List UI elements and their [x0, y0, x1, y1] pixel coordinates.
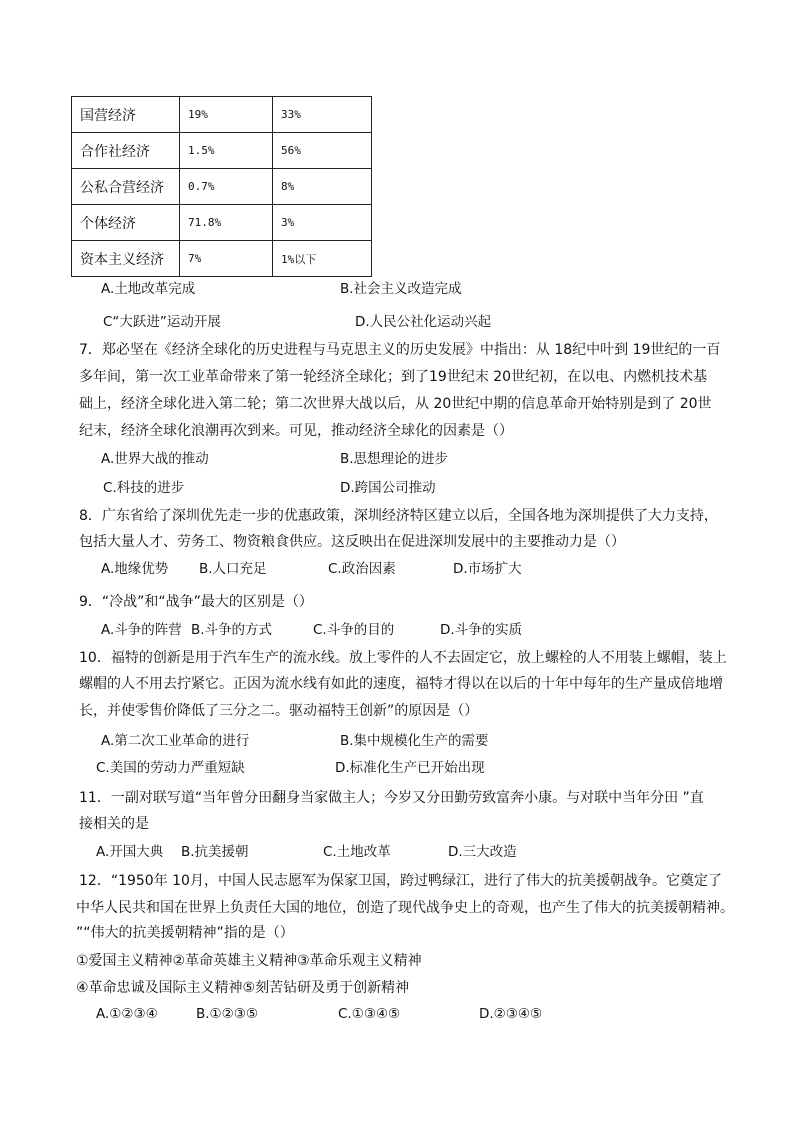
q6-option-d: D.人民公社化运动兴起 [355, 314, 492, 330]
table-cell: 合作社经济 [72, 133, 180, 169]
q10-stem-line: 长，并使零售价降低了三分之二。驱动福特王创新”的原因是（） [79, 703, 479, 719]
q12-stem-line: 中华人民共和国在世界上负责任大国的地位，创造了现代战争史上的奇观，也产生了伟大的抗美援朝精神。 [76, 900, 734, 916]
table-cell: 资本主义经济 [72, 241, 180, 277]
q9-option-a: A.斗争的阵营 [101, 622, 182, 638]
q7-stem-line: 7．郑必坚在《经济全球化的历史进程与马克思主义的历史发展》中指出：从 18纪中叶到 19世纪的一百 [79, 342, 721, 358]
q8-stem-line: 8．广东省给了深圳优先走一步的优惠政策，深圳经济特区建立以后，全国各地为深圳提供了大力支持， [79, 508, 718, 524]
table-cell: 1%以下 [273, 241, 372, 277]
table-cell: 国营经济 [72, 97, 180, 133]
table-cell: 71.8% [180, 205, 273, 241]
q11-option-d: D.三大改造 [448, 844, 517, 860]
q12-option-d: D.②③④⑤ [479, 1006, 543, 1022]
q11-option-b: B.抗美援朝 [181, 844, 249, 860]
table-cell: 个体经济 [72, 205, 180, 241]
q12-stem-line: 12．“1950年 10月，中国人民志愿军为保家卫国，跨过鸭绿江，进行了伟大的抗美援朝战争。它奠定了 [79, 873, 722, 889]
q12-option-b: B.①②③⑤ [196, 1006, 258, 1022]
q11-option-c: C.土地改革 [323, 844, 391, 860]
table-cell: 公私合营经济 [72, 169, 180, 205]
q11-stem-line: 11．一副对联写道“当年曾分田翻身当家做主人；今岁又分田勤劳致富奔小康。与对联中当年分田 ”直 [79, 790, 704, 806]
q7-stem-line: 纪末，经济全球化浪潮再次到来。可见，推动经济全球化的因素是（） [79, 423, 513, 439]
q10-stem-line: 10．福特的创新是用于汽车生产的流水线。放上零件的人不去固定它，放上螺栓的人不用装上螺帽，装上 [79, 650, 727, 666]
q7-stem-line: 础上，经济全球化进入第二轮；第二次世界大战以后，从 20世纪中期的信息革命开始特别是到了 20世 [79, 396, 712, 412]
q10-stem-line: 螺帽的人不用去拧紧它。正因为流水线有如此的速度，福特才得以在以后的十年中每年的生产量成倍地增 [79, 676, 723, 692]
q10-option-a: A.第二次工业革命的进行 [101, 733, 250, 749]
q10-option-d: D.标准化生产已开始出现 [335, 760, 485, 776]
q7-option-c: C.科技的进步 [103, 480, 185, 496]
table-row [72, 169, 372, 205]
q12-items-line: ④革命忠诚及国际主义精神⑤刻苦钻研及勇于创新精神 [76, 980, 410, 996]
table-cell: 7% [180, 241, 273, 277]
table-cell: 56% [273, 133, 372, 169]
table-cell: 1.5% [180, 133, 273, 169]
q10-option-c: C.美国的劳动力严重短缺 [96, 760, 245, 776]
table-cell: 8% [273, 169, 372, 205]
q7-option-b: B.思想理论的进步 [340, 451, 449, 467]
q9-option-d: D.斗争的实质 [440, 622, 523, 638]
q8-option-d: D.市场扩大 [453, 561, 522, 577]
table-row [72, 133, 372, 169]
q6-option-c: C“大跃进”运动开展 [103, 314, 221, 330]
q6-option-b: B.社会主义改造完成 [340, 281, 462, 297]
q7-option-a: A.世界大战的推动 [101, 451, 209, 467]
q12-stem-line: ”“伟大的抗美援朝精神”指的是（） [76, 925, 294, 941]
q7-stem-line: 多年间，第一次工业革命带来了第一轮经济全球化；到了19世纪末 20世纪初，在以电、内燃机技术基 [79, 369, 708, 385]
table-cell: 3% [273, 205, 372, 241]
q9-stem-line: 9．“冷战”和“战争”最大的区别是（） [79, 594, 313, 610]
q9-option-c: C.斗争的目的 [313, 622, 395, 638]
q8-option-c: C.政治因素 [328, 561, 396, 577]
q8-option-a: A.地缘优势 [101, 561, 169, 577]
q11-option-a: A.开国大典 [96, 844, 164, 860]
q12-option-a: A.①②③④ [96, 1006, 158, 1022]
q8-stem-line: 包括大量人才、劳务工、物资粮食供应。这反映出在促进深圳发展中的主要推动力是（） [79, 534, 625, 550]
q11-stem-line: 接相关的是 [79, 816, 149, 832]
q12-option-c: C.①③④⑤ [338, 1006, 401, 1022]
q8-option-b: B.人口充足 [199, 561, 267, 577]
q6-option-a: A.土地改革完成 [101, 281, 196, 297]
q10-option-b: B.集中规模化生产的需要 [340, 733, 489, 749]
table-cell: 33% [273, 97, 372, 133]
table-cell: 0.7% [180, 169, 273, 205]
economy-share-table [71, 96, 372, 277]
q7-option-d: D.跨国公司推动 [340, 480, 436, 496]
table-row [72, 97, 372, 133]
table-row [72, 241, 372, 277]
q12-items-line: ①爱国主义精神②革命英雄主义精神③革命乐观主义精神 [76, 953, 422, 969]
q9-option-b: B.斗争的方式 [191, 622, 273, 638]
table-cell: 19% [180, 97, 273, 133]
table-row [72, 205, 372, 241]
